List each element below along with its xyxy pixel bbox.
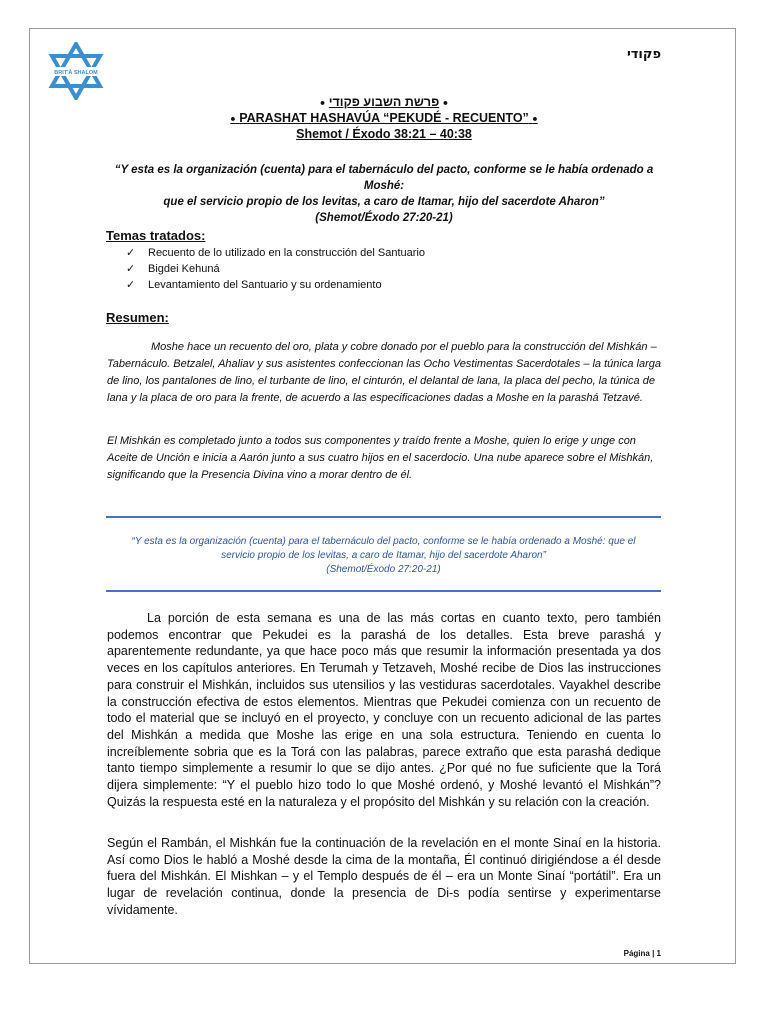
body-paragraph: La porción de esta semana es una de las más cortas en cuanto texto, pero también podemos encontrar que Pekudei es la parashá de los detalles. Esta breve parashá y aparentemente redundante, ya que hace poco más que resumir la información presentada ya dos veces en los capítulos anteriores. En Terumah y Tetzaveh, Moshé recibe de Dios las instrucciones para construir el Mishkán, incluidos sus utensilios y las vestiduras sacerdotales. Vayakhel describe la construcción efectiva de estos elementos. Mientras que Pekudei comienza con un recuento de todo el material que se incluyó en el proyecto, y concluye con un recuento adicional de las partes del Mishkán a medida que Moshe las erige en una sola estructura. Teniendo en cuenta lo increíblemente sobria que es la Torá con las palabras, parece extraño que esta parashá dedique tanto tiempo simplemente a resumir lo que se dijo antes. ¿Por qué no fue suficiente que la Torá dijera simplemente: “Y el pueblo hizo todo lo que Moshé ordenó, y Moshé levantó el Mishkán”? Quizás la respuesta esté en la naturaleza y el propósito del Mishkán y su relación con la creación. [107,611,661,809]
topic-text: Levantamiento del Santuario y su ordenamiento [148,279,382,291]
pull-quote [106,535,661,577]
divider-top [106,516,661,518]
spanish-title-text: PARASHAT HASHAVÚA “PEKUDÉ - RECUENTO” [239,111,529,125]
page-number: Página | 1 [623,949,661,958]
topic-text: Bigdei Kehuná [148,263,220,275]
spanish-title [0,111,768,125]
summary-paragraph: El Mishkán es completado junto a todos sus componentes y traído frente a Moshe, quien lo erige y unge con Aceite de Unción e inicia a Aarón junto a sus cuatro hijos en el sacerdocio. Una nube aparece sobre el Mishkán, significando que la Presencia Divina vino a morar dentro de él. [107,435,654,481]
summary-heading: Resumen: [106,310,169,325]
opening-quote [100,162,668,226]
title-bullet: ● [319,97,326,108]
check-icon: ✓ [126,279,136,291]
hebrew-title-text: פרשת השבוע פקודי [328,95,440,109]
pull-quote-citation: (Shemot/Éxodo 27:20-21) [326,564,441,575]
topic-text: Recuento de lo utilizado en la construcción del Santuario [148,247,426,259]
topics-heading: Temas tratados: [106,228,206,243]
pull-quote-line: “Y esta es la organización (cuenta) para el tabernáculo del pacto, conforme se le había ordenado a Moshé: que el [131,536,636,547]
hebrew-title [0,95,768,109]
scripture-reference: Shemot / Éxodo 38:21 – 40:38 [296,127,472,141]
body-paragraph: Según el Rambán, el Mishkán fue la continuación de la revelación en el monte Sinaí en la historia. Así como Dios le habló a Moshé desde la cima de la montaña, Él continuó dirigiéndose a él desde fuera del Mishkán. El Mishkan – y el Templo después de él – era un Monte Sinaí “portátil”. Era un lugar de revelación continua, donde la presencia de Di-s podía sentirse y experimentarse vívidamente. [107,836,661,917]
hebrew-parasha-name: פקודי [626,47,661,62]
title-bullet: ● [442,97,449,108]
summary-paragraph: Moshe hace un recuento del oro, plata y cobre donado por el pueblo para la construcción del Mishkán – Tabernáculo. Betzalel, Ahaliav y sus asistentes confeccionan las Ocho Vestimentas Sacerdotales – la túnica larga de lino, los pantalones de lino, el turbante de lino, el cinturón, el delantal de lana, la placa del pecho, la túnica de lana y la placa de oro para la frente, de acuerdo a las especificaciones dadas a Moshe en la parashá Tetzavé. [107,341,661,404]
check-icon: ✓ [126,263,136,275]
title-bullet: ● [230,113,236,124]
opening-quote-citation: (Shemot/Éxodo 27:20-21) [315,212,453,224]
title-bullet: ● [532,113,538,124]
check-icon: ✓ [126,247,136,259]
opening-quote-line: que el servicio propio de los levitas, a caro de Itamar, hijo del sacerdote Aharon” [163,196,605,208]
opening-quote-line: “Y esta es la organización (cuenta) para el tabernáculo del pacto, conforme se le había ordenado a Moshé: [114,164,654,192]
star-of-david-logo [48,42,104,100]
list-item [126,245,425,261]
divider-bottom [106,590,661,592]
pull-quote-line: servicio propio de los levitas, a caro de Itamar, hijo del sacerdote Aharon” [221,550,546,561]
list-item [126,261,425,277]
logo-text: BRIT'À SHALOM [54,70,98,76]
list-item [126,277,425,293]
topics-list [126,245,425,293]
